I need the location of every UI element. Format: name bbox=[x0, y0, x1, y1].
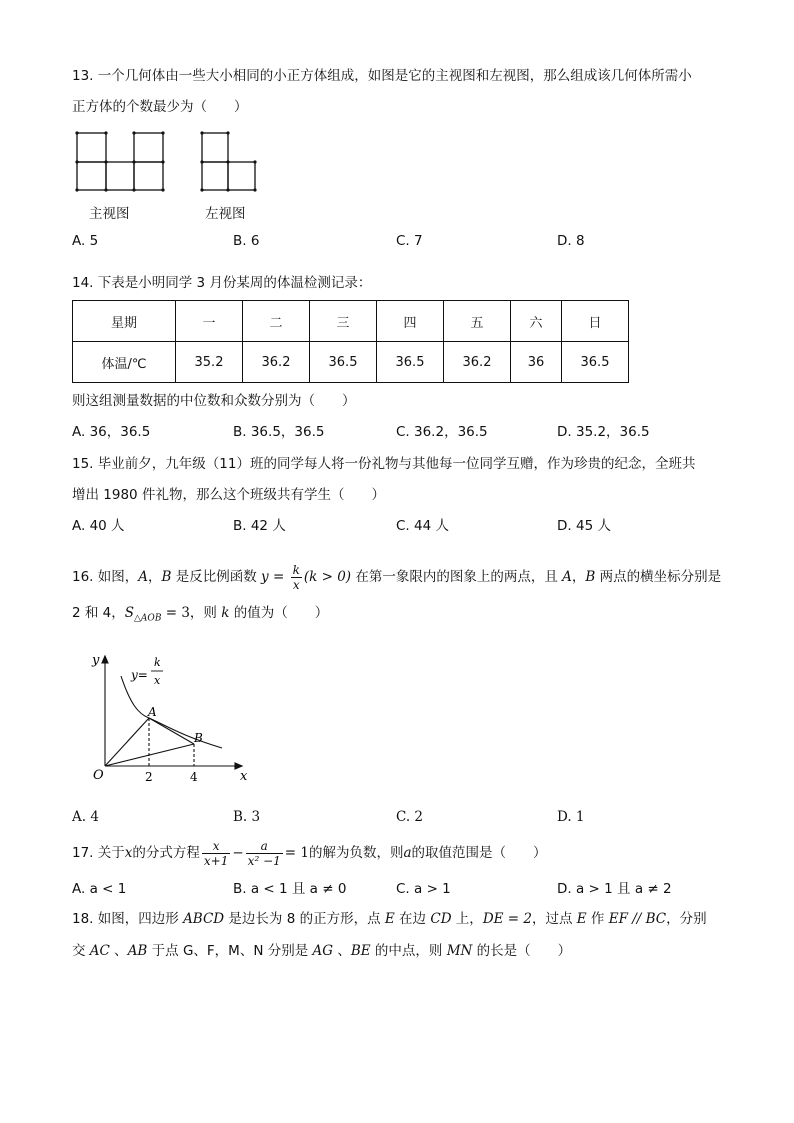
table-cell: 36.2 bbox=[243, 342, 310, 383]
q18-text: 是边长为 8 的正方形，点 bbox=[224, 911, 385, 927]
q14-line1: 14. 下表是小明同学 3 月份某周的体温检测记录： bbox=[72, 275, 372, 291]
q17-var: a bbox=[403, 845, 412, 861]
q18-line1 bbox=[72, 909, 707, 929]
q15-option-d: D. 45 人 bbox=[557, 518, 611, 534]
q16-text: ， bbox=[571, 569, 586, 585]
fraction-numerator: k bbox=[292, 562, 300, 577]
q16-option-b: B. 3 bbox=[233, 809, 261, 825]
q14-option-c: C. 36.2，36.5 bbox=[396, 424, 488, 440]
q13-option-b: B. 6 bbox=[233, 233, 260, 249]
q15-line1: 15. 毕业前夕，九年级（11）班的同学每人将一份礼物与其他每一位同学互赠，作为珍贵的纪念，全班共 bbox=[72, 456, 696, 472]
table-cell: 36.5 bbox=[562, 342, 629, 383]
y-axis-label: y bbox=[92, 653, 100, 668]
q18-text: 上， bbox=[451, 911, 483, 927]
q18-text: 的中点，则 bbox=[370, 943, 447, 959]
q18-text: 、 bbox=[333, 943, 351, 959]
x-axis-label: x bbox=[240, 769, 248, 784]
q16-option-d: D. 1 bbox=[557, 809, 585, 825]
q18-var: E bbox=[576, 911, 587, 927]
q13-left-view-figure bbox=[199, 130, 263, 194]
q16-text: = 3 bbox=[161, 605, 190, 621]
q17-option-b: B. a < 1 且 a ≠ 0 bbox=[233, 881, 347, 897]
segment-ab bbox=[149, 718, 194, 744]
q16-text: = bbox=[268, 569, 289, 585]
table-cell: 一 bbox=[176, 301, 243, 342]
q17-option-a: A. a < 1 bbox=[72, 881, 127, 897]
fraction-denominator: x² −1 bbox=[247, 853, 281, 868]
function-denominator: x bbox=[154, 674, 161, 687]
q17-text: 17. 关于 bbox=[72, 845, 125, 861]
q18-var: MN bbox=[446, 943, 473, 959]
q18-var: AC bbox=[89, 943, 110, 959]
table-cell: 36.5 bbox=[310, 342, 377, 383]
q18-line2 bbox=[72, 941, 571, 961]
q16-var: k bbox=[221, 605, 230, 621]
q16-condition: (k > 0) bbox=[303, 569, 352, 585]
q13-front-view-label: 主视图 bbox=[89, 206, 130, 222]
q16-text: 16. 如图， bbox=[72, 569, 139, 585]
q17-fraction-1 bbox=[202, 839, 230, 868]
hyperbola-curve bbox=[121, 676, 222, 748]
table-cell: 36 bbox=[511, 342, 562, 383]
q16-text: ， bbox=[148, 569, 162, 585]
q14-temperature-table bbox=[72, 300, 629, 383]
q17-text: 的分式方程 bbox=[132, 845, 200, 861]
q18-text: 作 bbox=[586, 911, 609, 927]
point-b-label: B bbox=[194, 731, 203, 745]
fraction-denominator: x bbox=[292, 577, 300, 592]
q16-line2 bbox=[72, 603, 328, 629]
table-cell: 五 bbox=[444, 301, 511, 342]
q16-text: 是反比例函数 bbox=[171, 569, 262, 585]
q16-area-symbol: S bbox=[124, 605, 135, 621]
fraction-numerator: a bbox=[246, 839, 283, 854]
table-header-row bbox=[73, 301, 629, 342]
q18-text: 18. 如图，四边形 bbox=[72, 911, 184, 927]
q18-var: BE bbox=[350, 943, 371, 959]
q16-text: 两点的横坐标分别是 bbox=[595, 569, 722, 585]
q18-text: 在边 bbox=[394, 911, 431, 927]
table-cell: 六 bbox=[511, 301, 562, 342]
q17-line1 bbox=[72, 838, 547, 868]
q15-option-a: A. 40 人 bbox=[72, 518, 125, 534]
fraction-numerator: x bbox=[202, 839, 230, 854]
q18-var: ABCD bbox=[183, 911, 225, 927]
q17-fraction-2 bbox=[246, 839, 283, 868]
q16-var: B bbox=[161, 569, 172, 585]
q18-var: DE = 2 bbox=[482, 911, 532, 927]
q18-var: E bbox=[384, 911, 395, 927]
q13-left-view-label: 左视图 bbox=[205, 206, 246, 222]
fraction-denominator: x+1 bbox=[203, 853, 229, 868]
q16-option-c: C. 2 bbox=[396, 809, 424, 825]
q18-text: 、 bbox=[109, 943, 128, 959]
q18-text: 于点 G、F，M、N 分别是 bbox=[147, 943, 313, 959]
table-cell: 二 bbox=[243, 301, 310, 342]
q16-graph-figure bbox=[82, 648, 262, 788]
point-a-label: A bbox=[148, 705, 157, 719]
q17-option-c: C. a > 1 bbox=[396, 881, 451, 897]
segment-oa bbox=[105, 718, 149, 766]
q17-equals: = 1 bbox=[284, 845, 309, 861]
tick-2-label: 2 bbox=[145, 770, 153, 784]
q17-var: x bbox=[124, 845, 133, 861]
table-cell: 星期 bbox=[73, 301, 176, 342]
q13-line2: 正方体的个数最少为（ ） bbox=[72, 99, 248, 115]
q18-text: ，分别 bbox=[666, 911, 707, 927]
q16-line1 bbox=[72, 562, 721, 592]
table-cell: 体温/℃ bbox=[73, 342, 176, 383]
q17-text: 的解为负数，则 bbox=[308, 845, 404, 861]
table-cell: 三 bbox=[310, 301, 377, 342]
q13-line1: 13. 一个几何体由一些大小相同的小正方体组成，如图是它的主视图和左视图，那么组成该几何体所需小 bbox=[72, 68, 692, 84]
q16-text: 的值为（ ） bbox=[229, 605, 329, 621]
q14-option-b: B. 36.5，36.5 bbox=[233, 424, 325, 440]
q18-text: 交 bbox=[72, 943, 90, 959]
q16-text: ，则 bbox=[189, 605, 222, 621]
table-cell: 日 bbox=[562, 301, 629, 342]
q16-var: B bbox=[585, 569, 596, 585]
q16-text: 在第一象限内的图象上的两点，且 bbox=[351, 569, 563, 585]
function-label: y= bbox=[131, 668, 148, 682]
q15-option-b: B. 42 人 bbox=[233, 518, 286, 534]
y-axis-arrow bbox=[102, 656, 108, 663]
q15-option-c: C. 44 人 bbox=[396, 518, 449, 534]
q14-option-a: A. 36，36.5 bbox=[72, 424, 151, 440]
q14-option-d: D. 35.2，36.5 bbox=[557, 424, 650, 440]
q15-line2: 增出 1980 件礼物，那么这个班级共有学生（ ） bbox=[72, 487, 385, 503]
q13-front-view-figure bbox=[74, 130, 174, 194]
q16-var: A bbox=[562, 569, 572, 585]
q13-option-c: C. 7 bbox=[396, 233, 423, 249]
q18-var: EF // BC bbox=[608, 911, 667, 927]
table-row bbox=[73, 342, 629, 383]
function-numerator: k bbox=[154, 656, 161, 669]
q18-var: AG bbox=[312, 943, 334, 959]
table-cell: 四 bbox=[377, 301, 444, 342]
q13-option-d: D. 8 bbox=[557, 233, 585, 249]
q16-text: 2 和 4， bbox=[72, 605, 125, 621]
tick-4-label: 4 bbox=[190, 770, 198, 784]
table-cell: 35.2 bbox=[176, 342, 243, 383]
q18-text: 的长是（ ） bbox=[472, 943, 572, 959]
q17-option-d: D. a > 1 且 a ≠ 2 bbox=[557, 881, 672, 897]
q13-option-a: A. 5 bbox=[72, 233, 99, 249]
q16-option-a: A. 4 bbox=[72, 809, 99, 825]
q17-minus: − bbox=[232, 845, 244, 861]
table-cell: 36.2 bbox=[444, 342, 511, 383]
q16-var: y bbox=[261, 569, 269, 585]
q14-line2: 则这组测量数据的中位数和众数分别为（ ） bbox=[72, 393, 356, 409]
q16-fraction bbox=[291, 563, 302, 592]
q16-var: A bbox=[138, 569, 149, 585]
q17-text: 的取值范围是（ ） bbox=[411, 845, 547, 861]
q18-var: AB bbox=[127, 943, 148, 959]
q18-var: CD bbox=[430, 911, 452, 927]
q18-text: ，过点 bbox=[531, 911, 577, 927]
origin-label: O bbox=[93, 768, 104, 783]
q16-area-subscript: △AOB bbox=[134, 613, 162, 624]
table-cell: 36.5 bbox=[377, 342, 444, 383]
